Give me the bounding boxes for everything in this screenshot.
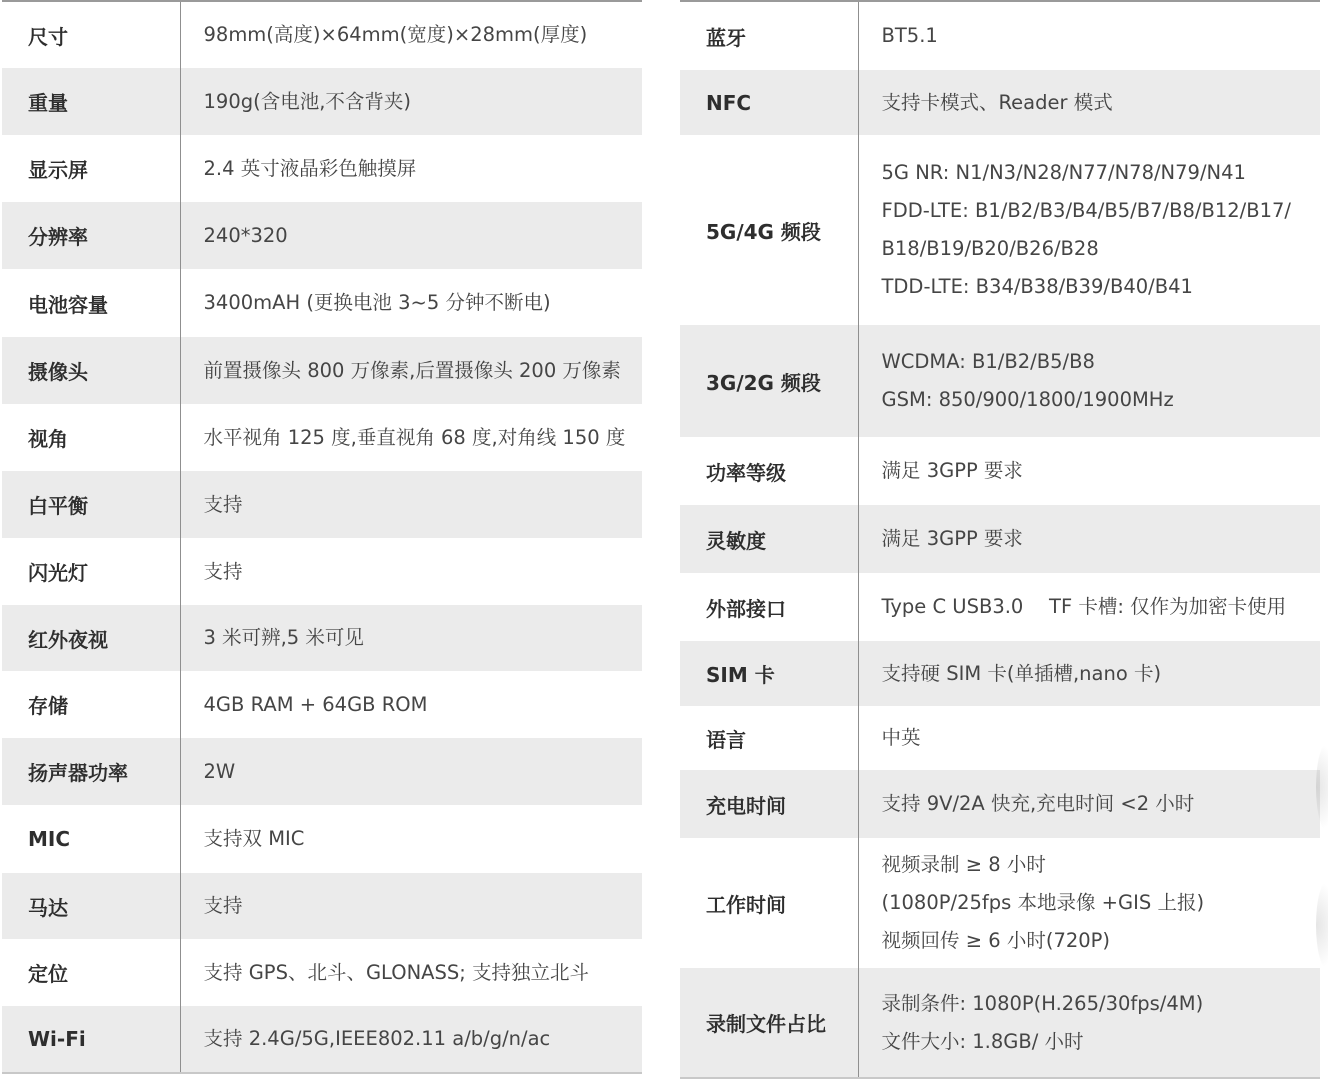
spec-value	[858, 325, 1320, 437]
spec-value-line: 98mm(高度)×64mm(宽度)×28mm(厚度)	[203, 23, 588, 46]
spec-value-line: 支持卡模式、Reader 模式	[881, 90, 1113, 114]
spec-value	[858, 706, 1320, 770]
spec-label: 电池容量	[2, 269, 180, 337]
spec-value	[180, 1006, 642, 1073]
spec-value-line: 4GB RAM + 64GB ROM	[203, 692, 428, 716]
spec-value	[180, 337, 642, 404]
spec-row	[2, 671, 642, 738]
spec-value-line: 2W	[203, 759, 236, 783]
spec-value-line: 视频回传 ≥ 6 小时(720P)	[881, 929, 1111, 952]
spec-row	[2, 873, 642, 939]
spec-label: 红外夜视	[2, 605, 180, 671]
spec-value	[180, 939, 642, 1006]
spec-value	[180, 269, 642, 337]
spec-row	[2, 404, 642, 471]
spec-row	[2, 471, 642, 538]
spec-value-line: (1080P/25fps 本地录像 +GIS 上报)	[881, 891, 1205, 914]
spec-row	[680, 968, 1320, 1078]
spec-value-line: WCDMA: B1/B2/B5/B8	[881, 350, 1095, 373]
spec-value-line: 5G NR: N1/N3/N28/N77/N78/N79/N41	[881, 161, 1246, 184]
spec-row	[2, 135, 642, 202]
spec-value-line: GSM: 850/900/1800/1900MHz	[881, 388, 1174, 411]
spec-label: 显示屏	[2, 135, 180, 202]
spec-row	[2, 269, 642, 337]
spec-value	[858, 505, 1320, 573]
spec-row	[680, 437, 1320, 505]
spec-value-line: 文件大小: 1.8GB/ 小时	[881, 1029, 1084, 1053]
spec-row	[2, 337, 642, 404]
spec-value-line: B18/B19/B20/B26/B28	[881, 237, 1099, 260]
spec-value-line: 3 米可辨,5 米可见	[203, 626, 364, 649]
spec-row	[680, 573, 1320, 641]
spec-label: 灵敏度	[680, 505, 858, 573]
spec-value	[858, 70, 1320, 135]
spec-value	[858, 573, 1320, 641]
spec-row	[680, 70, 1320, 135]
spec-row	[680, 2, 1320, 70]
spec-row	[2, 605, 642, 671]
spec-label: MIC	[2, 805, 180, 873]
spec-label: 工作时间	[680, 838, 858, 968]
spec-row	[2, 538, 642, 605]
spec-label: 重量	[2, 68, 180, 135]
spec-value-line: FDD-LTE: B1/B2/B3/B4/B5/B7/B8/B12/B17/	[881, 199, 1291, 222]
spec-value	[858, 437, 1320, 505]
spec-row	[2, 68, 642, 135]
spec-value	[180, 202, 642, 269]
spec-row	[680, 325, 1320, 437]
spec-label: 视角	[2, 404, 180, 471]
spec-row	[680, 505, 1320, 573]
spec-value-line: 支持 2.4G/5G,IEEE802.11 a/b/g/n/ac	[203, 1027, 551, 1050]
spec-value	[180, 135, 642, 202]
left-spec-table	[2, 2, 642, 1074]
spec-value	[180, 538, 642, 605]
spec-label: 定位	[2, 939, 180, 1006]
spec-label: 白平衡	[2, 471, 180, 538]
spec-label: 3G/2G 频段	[680, 325, 858, 437]
right-spec-table	[680, 2, 1320, 1079]
spec-value-line: 支持双 MIC	[203, 827, 305, 850]
spec-label: SIM 卡	[680, 641, 858, 706]
spec-value	[180, 873, 642, 939]
spec-value-line: 支持硬 SIM 卡(单插槽,nano 卡)	[881, 661, 1162, 685]
spec-label: 摄像头	[2, 337, 180, 404]
spec-row	[680, 838, 1320, 968]
spec-row	[680, 641, 1320, 706]
spec-value-line: 2.4 英寸液晶彩色触摸屏	[203, 156, 417, 180]
spec-value	[180, 805, 642, 873]
spec-row	[2, 202, 642, 269]
spec-value	[180, 2, 642, 68]
spec-value	[180, 671, 642, 738]
spec-label: 充电时间	[680, 770, 858, 838]
spec-value-line: 支持 9V/2A 快充,充电时间 <2 小时	[881, 792, 1195, 815]
spec-value	[858, 135, 1320, 325]
spec-value-line: 支持	[203, 492, 243, 516]
spec-value-line: 中英	[881, 726, 921, 749]
spec-row	[2, 738, 642, 805]
spec-value-line: 水平视角 125 度,垂直视角 68 度,对角线 150 度	[203, 425, 626, 449]
spec-label: Wi-Fi	[2, 1006, 180, 1073]
spec-value-line: 满足 3GPP 要求	[881, 527, 1023, 550]
spec-label: 录制文件占比	[680, 968, 858, 1078]
spec-label: 蓝牙	[680, 2, 858, 70]
spec-value-line: 支持	[203, 559, 243, 583]
spec-value-line: 满足 3GPP 要求	[881, 459, 1023, 482]
spec-value-line: 3400mAH (更换电池 3~5 分钟不断电)	[203, 291, 551, 314]
spec-value-line: 视频录制 ≥ 8 小时	[881, 853, 1046, 876]
spec-label: 马达	[2, 873, 180, 939]
spec-value-line: Type C USB3.0 TF 卡槽: 仅作为加密卡使用	[881, 595, 1287, 618]
spec-value-line: 190g(含电池,不含背夹)	[203, 89, 412, 113]
spec-value	[858, 641, 1320, 706]
spec-row	[2, 1006, 642, 1073]
spec-value	[858, 2, 1320, 70]
spec-value	[180, 471, 642, 538]
spec-label: 分辨率	[2, 202, 180, 269]
spec-row	[680, 135, 1320, 325]
spec-row	[680, 770, 1320, 838]
spec-value-line: 支持	[203, 894, 243, 917]
spec-value	[858, 838, 1320, 968]
spec-value	[180, 738, 642, 805]
spec-value-line: 前置摄像头 800 万像素,后置摄像头 200 万像素	[203, 358, 621, 382]
spec-label: 功率等级	[680, 437, 858, 505]
spec-value	[180, 68, 642, 135]
spec-value-line: 240*320	[203, 223, 288, 247]
spec-value-line: 支持 GPS、北斗、GLONASS; 支持独立北斗	[203, 960, 590, 984]
spec-value-line: BT5.1	[881, 24, 938, 47]
spec-value-line: 录制条件: 1080P(H.265/30fps/4M)	[881, 991, 1204, 1015]
spec-value	[858, 968, 1320, 1078]
spec-value-line: TDD-LTE: B34/B38/B39/B40/B41	[881, 275, 1193, 298]
spec-row	[2, 805, 642, 873]
spec-label: 尺寸	[2, 2, 180, 68]
spec-row	[2, 939, 642, 1006]
spec-label: 语言	[680, 706, 858, 770]
spec-label: 闪光灯	[2, 538, 180, 605]
spec-label: 存储	[2, 671, 180, 738]
spec-row	[2, 2, 642, 68]
spec-label: 5G/4G 频段	[680, 135, 858, 325]
spec-label: 外部接口	[680, 573, 858, 641]
spec-label: 扬声器功率	[2, 738, 180, 805]
spec-label: NFC	[680, 70, 858, 135]
spec-value	[858, 770, 1320, 838]
spec-value	[180, 404, 642, 471]
spec-row	[680, 706, 1320, 770]
spec-value	[180, 605, 642, 671]
